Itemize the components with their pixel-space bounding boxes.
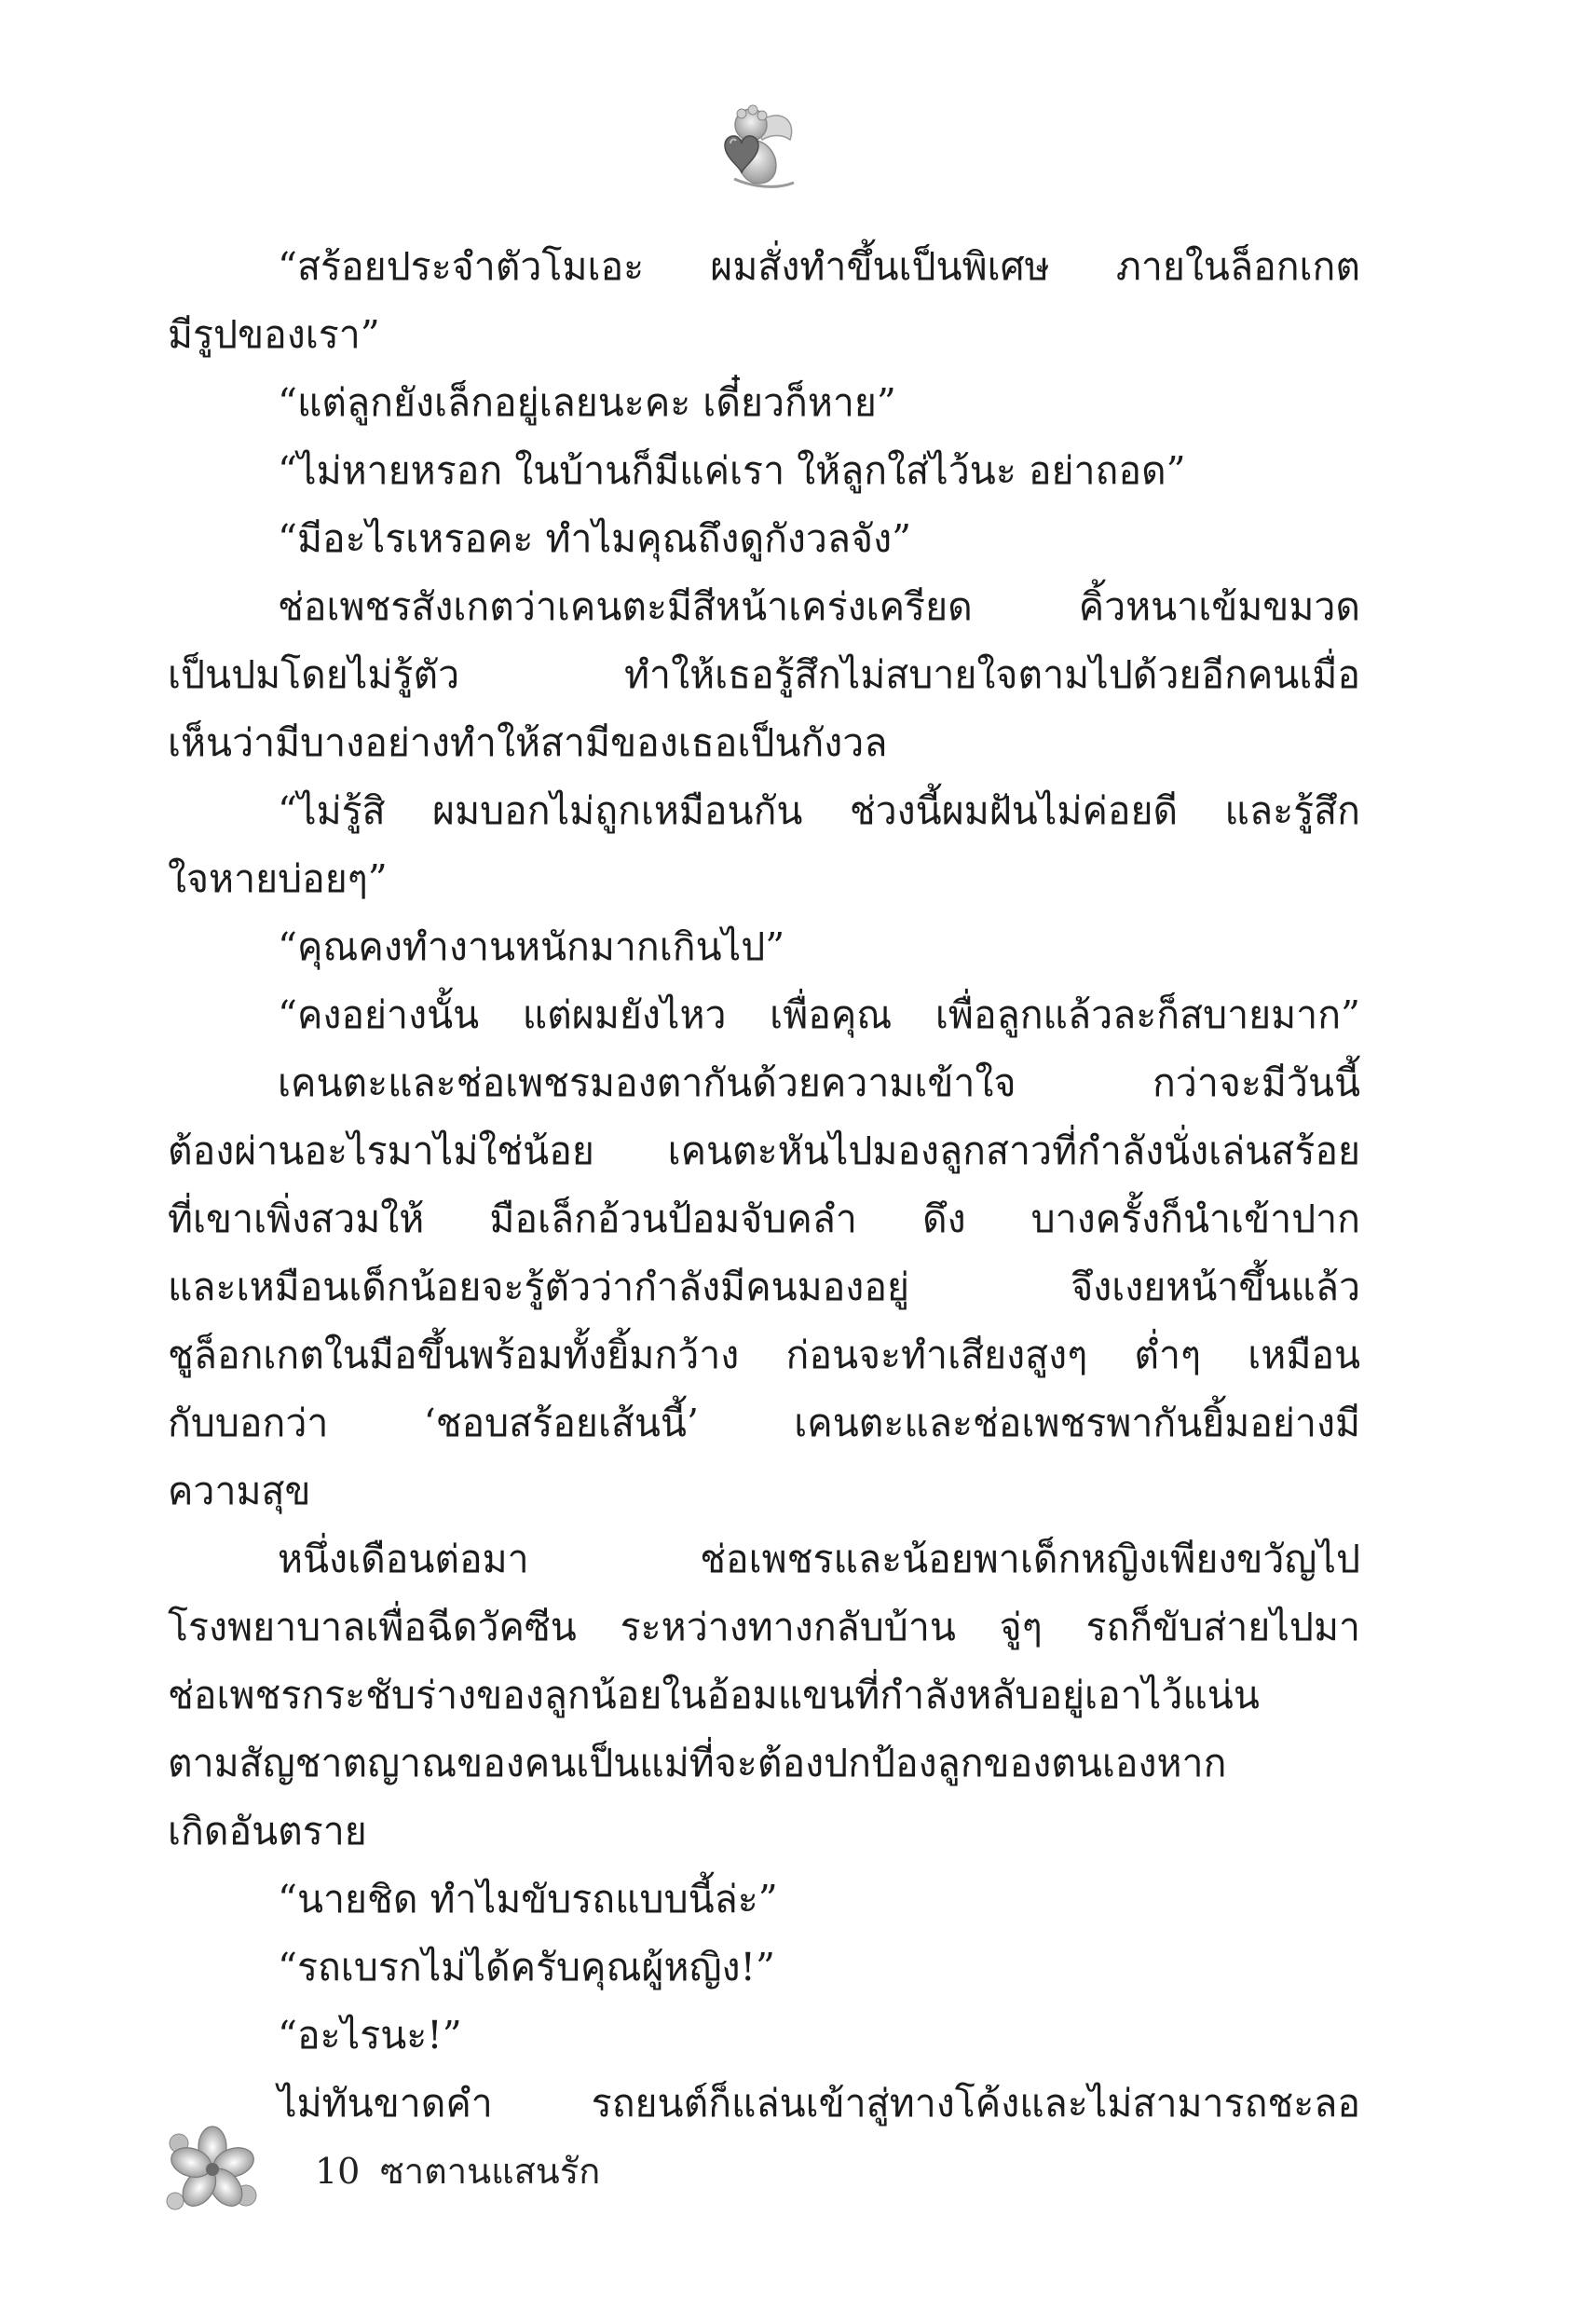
text-line: ความสุข — [168, 1469, 311, 1513]
text-line: ช่อเพชรสังเกตว่าเคนตะมีสีหน้าเคร่งเครียด คิ้วหนาเข้มขมวด — [278, 584, 1360, 629]
text-line: “ไม่หายหรอก ในบ้านก็มีแค่เรา ให้ลูกใส่ไว้นะ อย่าถอด” — [278, 448, 1186, 493]
text-line: “คงอย่างนั้น แต่ผมยังไหว เพื่อคุณ เพื่อลูกแล้วละก็สบายมาก” — [278, 992, 1360, 1037]
text-line: เคนตะและช่อเพชรมองตากันด้วยความเข้าใจ กว่าจะมีวันนี้ — [278, 1060, 1360, 1105]
text-line: “รถเบรกไม่ได้ครับคุณผู้หญิง!” — [278, 1945, 775, 1990]
text-line: “ไม่รู้สิ ผมบอกไม่ถูกเหมือนกัน ช่วงนี้ผมฝันไม่ค่อยดี และรู้สึก — [278, 788, 1360, 833]
text-line: ช่อเพชรกระชับร่างของลูกน้อยในอ้อมแขนที่กำลังหลับอยู่เอาไว้แน่น — [168, 1673, 1260, 1717]
text-line: และเหมือนเด็กน้อยจะรู้ตัวว่ากำลังมีคนมองอยู่ จึงเงยหน้าขึ้นแล้ว — [168, 1265, 1360, 1309]
text-line: เห็นว่ามีบางอย่างทำให้สามีของเธอเป็นกังวล — [168, 720, 888, 765]
text-line: “แต่ลูกยังเล็กอยู่เลยนะคะ เดี๋ยวก็หาย” — [278, 380, 896, 425]
book-title: ซาตานแสนรัก — [380, 2151, 601, 2192]
text-line: เป็นปมโดยไม่รู้ตัว ทำให้เธอรู้สึกไม่สบายใจตามไปด้วยอีกคนเมื่อ — [168, 652, 1360, 697]
text-line: ไม่ทันขาดคำ รถยนต์ก็แล่นเข้าสู่ทางโค้งและไม่สามารถชะลอ — [278, 2081, 1360, 2126]
text-line: ชูล็อกเกตในมือขึ้นพร้อมทั้งยิ้มกว้าง ก่อนจะทำเสียงสูงๆ ต่ำๆ เหมือน — [168, 1333, 1360, 1377]
text-line: กับบอกว่า ‘ชอบสร้อยเส้นนี้’ เคนตะและช่อเพชรพากันยิ้มอย่างมี — [168, 1401, 1360, 1445]
page-footer — [157, 2115, 809, 2227]
text-line: ต้องผ่านอะไรมาไม่ใช่น้อย เคนตะหันไปมองลูกสาวที่กำลังนั่งเล่นสร้อย — [168, 1128, 1360, 1173]
text-line: “สร้อยประจำตัวโมเอะ ผมสั่งทำขึ้นเป็นพิเศษ ภายในล็อกเกต — [278, 244, 1360, 289]
text-line: “นายชิด ทำไมขับรถแบบนี้ล่ะ” — [278, 1877, 778, 1921]
flower-icon — [157, 2115, 268, 2227]
text-line: ที่เขาเพิ่งสวมให้ มือเล็กอ้วนป้อมจับคลำ ดึง บางครั้งก็นำเข้าปาก — [168, 1197, 1360, 1241]
text-line: เกิดอันตราย — [168, 1809, 367, 1853]
text-line: หนึ่งเดือนต่อมา ช่อเพชรและน้อยพาเด็กหญิงเพียงขวัญไป — [278, 1537, 1360, 1581]
text-line: ใจหายบ่อยๆ” — [168, 856, 388, 901]
text-line: “อะไรนะ!” — [278, 2013, 462, 2058]
cupid-with-heart-icon — [697, 97, 799, 199]
text-line: โรงพยาบาลเพื่อฉีดวัคซีน ระหว่างทางกลับบ้าน จู่ๆ รถก็ขับส่ายไปมา — [168, 1605, 1360, 1649]
text-line: มีรูปของเรา” — [168, 312, 380, 357]
page-number: 10 — [315, 2151, 361, 2192]
text-line: ตามสัญชาตญาณของคนเป็นแม่ที่จะต้องปกป้องลูกของตนเองหาก — [168, 1741, 1227, 1785]
body-text — [168, 233, 1360, 2138]
text-line: “มีอะไรเหรอคะ ทำไมคุณถึงดูกังวลจัง” — [278, 516, 912, 561]
text-line: “คุณคงทำงานหนักมากเกินไป” — [278, 924, 785, 969]
